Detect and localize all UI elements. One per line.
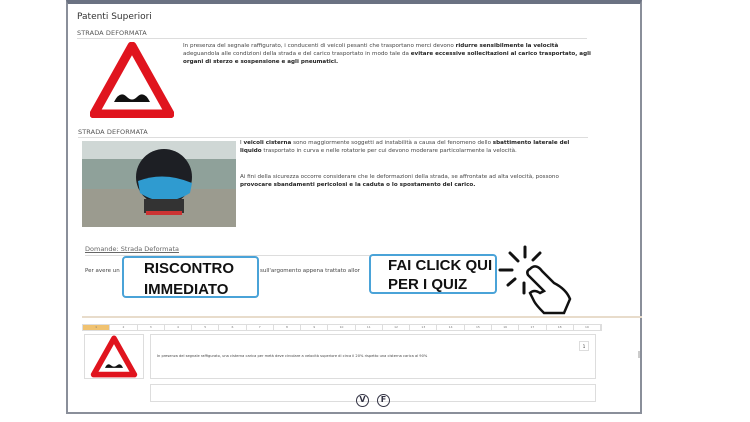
answer-bar — [150, 384, 596, 402]
road-sign-uneven-road-icon — [90, 42, 174, 118]
question-number-tab[interactable]: 5 — [192, 325, 219, 330]
question-number-tab[interactable]: 16 — [492, 325, 519, 330]
section-text — [183, 42, 593, 66]
question-number-badge: 1 — [579, 341, 589, 351]
feedback-callout — [122, 256, 259, 298]
question-number-tab[interactable]: 10 — [328, 325, 355, 330]
question-number-tab[interactable]: 3 — [138, 325, 165, 330]
pointing-hand-icon — [498, 243, 578, 317]
question-number-strip — [82, 324, 602, 331]
question-text: In presenza del segnale raffigurato, una cisterna carica per metà deve circolare a velocità superiore di circa il 20% rispetto una cisterna carica al 90% — [157, 354, 428, 358]
question-number-tab[interactable]: 15 — [465, 325, 492, 330]
question-number-tab[interactable]: 19 — [574, 325, 601, 330]
text-run: adeguandola alle condizioni della strada e del carico trasportato in modo tale da — [183, 51, 411, 57]
false-button[interactable]: F — [377, 394, 390, 407]
question-number-tab[interactable]: 12 — [383, 325, 410, 330]
question-card — [150, 334, 596, 379]
bold-text: sbattimento laterale del liquido — [240, 140, 570, 154]
callout-line: RISCONTRO — [144, 260, 234, 277]
callout-line: IMMEDIATO — [144, 281, 229, 298]
question-image — [84, 334, 144, 379]
page-title: Patenti Superiori — [77, 12, 152, 22]
question-number-tab[interactable]: 13 — [410, 325, 437, 330]
section-heading: STRADA DEFORMATA — [78, 128, 148, 136]
road-sign-uneven-road-icon — [85, 335, 143, 378]
callout-line: PER I QUIZ — [388, 276, 468, 293]
divider — [77, 38, 587, 39]
divider — [78, 137, 588, 138]
app-window — [66, 0, 642, 414]
text-run: trasportato in curva e nelle rotatorie per cui devono moderare particolarmente la velocità. — [261, 148, 517, 154]
question-number-tab[interactable]: 18 — [547, 325, 574, 330]
questions-intro-end: sull'argomento appena trattato allor — [260, 268, 360, 274]
question-number-tab[interactable]: 4 — [165, 325, 192, 330]
text-run: Ai fini della sicurezza occorre considerare che le deformazioni della strada, se affrontate ad alta velocità, possono — [240, 174, 559, 180]
question-number-tab[interactable]: 7 — [247, 325, 274, 330]
text-run: In presenza del segnale raffigurato, i conducenti di veicoli pesanti che trasportano merci devono — [183, 43, 456, 49]
question-number-tab[interactable]: 1 — [83, 325, 110, 330]
question-number-tab[interactable]: 9 — [301, 325, 328, 330]
questions-heading[interactable]: Domande: Strada Deformata — [85, 245, 179, 253]
section-heading: STRADA DEFORMATA — [77, 29, 147, 37]
callout-line: FAI CLICK QUI — [388, 257, 493, 274]
section-text — [240, 139, 590, 155]
question-number-tab[interactable]: 17 — [519, 325, 546, 330]
tanker-truck-image — [82, 141, 236, 227]
text-run: I — [240, 140, 244, 146]
true-button[interactable]: V — [356, 394, 369, 407]
text-run: sono maggiormente soggetti ad instabilità a causa del fenomeno dello — [291, 140, 493, 146]
question-number-tab[interactable]: 14 — [437, 325, 464, 330]
question-number-tab[interactable]: 11 — [356, 325, 383, 330]
section-text — [240, 173, 590, 189]
bold-text: provocare sbandamenti pericolosi e la caduta o lo spostamento del carico. — [240, 182, 476, 188]
quiz-link-callout[interactable] — [369, 254, 497, 294]
question-number-tab[interactable]: 2 — [110, 325, 137, 330]
scrollbar-thumb[interactable] — [638, 351, 640, 358]
bold-text: ridurre sensibilmente la velocità — [455, 43, 559, 49]
bold-text: veicoli cisterna — [243, 140, 292, 146]
question-number-tab[interactable]: 8 — [274, 325, 301, 330]
bold-text: evitare eccessive sollecitazioni al carico trasportato, agli organi di sterzo e sospensione e agli pneumatici. — [183, 51, 591, 65]
question-number-tab[interactable]: 6 — [219, 325, 246, 330]
questions-intro: Per avere un — [85, 268, 120, 274]
